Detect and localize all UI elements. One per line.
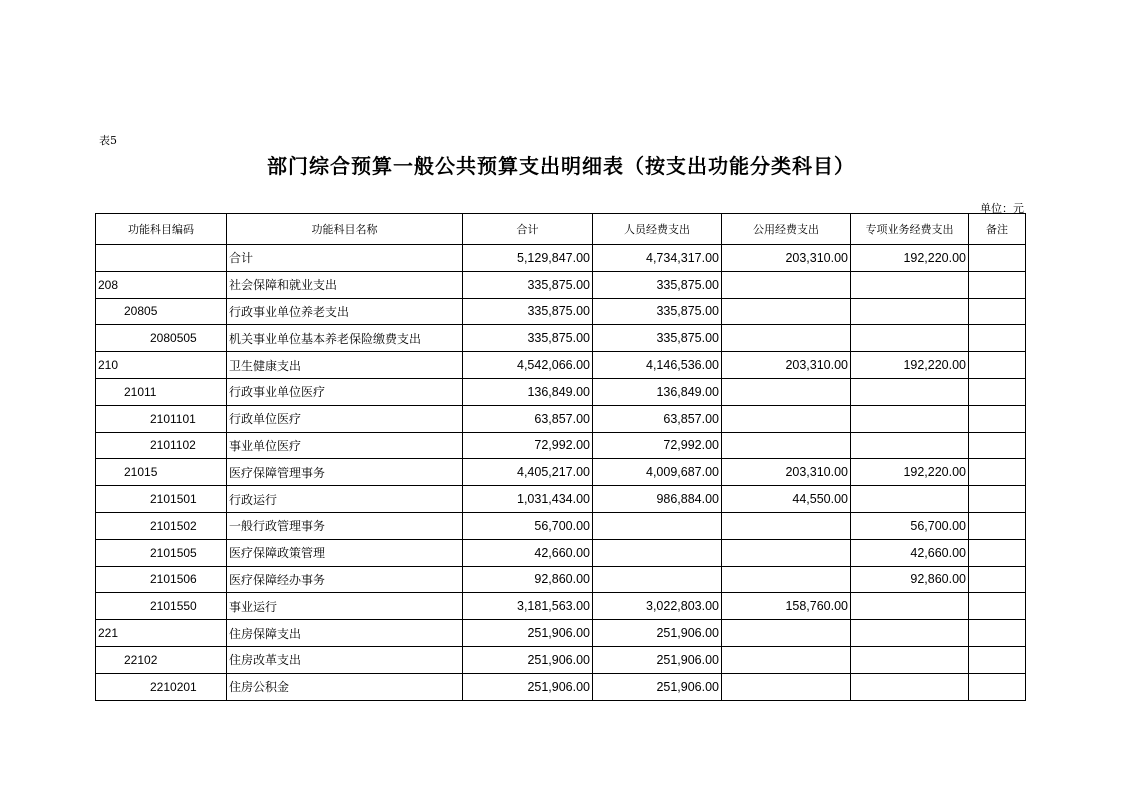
cell-public (722, 673, 851, 700)
cell-code: 2080505 (96, 325, 227, 352)
cell-name: 一般行政管理事务 (227, 512, 463, 539)
cell-note (969, 271, 1026, 298)
cell-special (851, 620, 969, 647)
cell-personnel: 335,875.00 (593, 271, 722, 298)
cell-personnel (593, 539, 722, 566)
cell-total: 72,992.00 (463, 432, 593, 459)
cell-name: 机关事业单位基本养老保险缴费支出 (227, 325, 463, 352)
cell-code: 2101505 (96, 539, 227, 566)
cell-total: 1,031,434.00 (463, 486, 593, 513)
cell-personnel: 251,906.00 (593, 620, 722, 647)
cell-code: 21011 (96, 378, 227, 405)
cell-name: 合计 (227, 245, 463, 272)
cell-total: 3,181,563.00 (463, 593, 593, 620)
cell-total: 4,405,217.00 (463, 459, 593, 486)
cell-personnel: 4,009,687.00 (593, 459, 722, 486)
cell-name: 卫生健康支出 (227, 352, 463, 379)
cell-special: 92,860.00 (851, 566, 969, 593)
cell-special: 56,700.00 (851, 512, 969, 539)
cell-name: 医疗保障经办事务 (227, 566, 463, 593)
cell-personnel: 335,875.00 (593, 325, 722, 352)
cell-name: 医疗保障政策管理 (227, 539, 463, 566)
header-public: 公用经费支出 (722, 214, 851, 245)
header-name: 功能科目名称 (227, 214, 463, 245)
cell-total: 335,875.00 (463, 325, 593, 352)
cell-code: 2101102 (96, 432, 227, 459)
cell-total: 335,875.00 (463, 298, 593, 325)
cell-special (851, 271, 969, 298)
table-row (96, 378, 1026, 405)
cell-code: 221 (96, 620, 227, 647)
cell-note (969, 566, 1026, 593)
cell-personnel: 136,849.00 (593, 378, 722, 405)
header-personnel: 人员经费支出 (593, 214, 722, 245)
cell-total: 42,660.00 (463, 539, 593, 566)
cell-code: 2101506 (96, 566, 227, 593)
table-row (96, 566, 1026, 593)
cell-code: 2101502 (96, 512, 227, 539)
cell-name: 事业单位医疗 (227, 432, 463, 459)
table-row (96, 352, 1026, 379)
cell-code: 21015 (96, 459, 227, 486)
cell-public: 203,310.00 (722, 245, 851, 272)
cell-code: 22102 (96, 646, 227, 673)
cell-name: 事业运行 (227, 593, 463, 620)
cell-total: 4,542,066.00 (463, 352, 593, 379)
cell-special: 192,220.00 (851, 459, 969, 486)
cell-public: 158,760.00 (722, 593, 851, 620)
expenditure-table (95, 213, 1026, 701)
cell-personnel: 4,734,317.00 (593, 245, 722, 272)
cell-total: 251,906.00 (463, 620, 593, 647)
header-special: 专项业务经费支出 (851, 214, 969, 245)
cell-note (969, 673, 1026, 700)
cell-code (96, 245, 227, 272)
cell-code: 208 (96, 271, 227, 298)
cell-code: 2101501 (96, 486, 227, 513)
cell-code: 2101101 (96, 405, 227, 432)
cell-special (851, 673, 969, 700)
cell-total: 92,860.00 (463, 566, 593, 593)
cell-special (851, 378, 969, 405)
table-row (96, 593, 1026, 620)
cell-total: 251,906.00 (463, 673, 593, 700)
table-row (96, 432, 1026, 459)
cell-name: 医疗保障管理事务 (227, 459, 463, 486)
table-row (96, 298, 1026, 325)
cell-public (722, 325, 851, 352)
cell-public: 203,310.00 (722, 459, 851, 486)
table-row (96, 673, 1026, 700)
cell-total: 63,857.00 (463, 405, 593, 432)
cell-special: 42,660.00 (851, 539, 969, 566)
cell-note (969, 245, 1026, 272)
cell-code: 2101550 (96, 593, 227, 620)
cell-special (851, 405, 969, 432)
cell-personnel: 251,906.00 (593, 673, 722, 700)
cell-public (722, 298, 851, 325)
cell-total: 136,849.00 (463, 378, 593, 405)
cell-note (969, 486, 1026, 513)
cell-personnel: 3,022,803.00 (593, 593, 722, 620)
cell-public (722, 646, 851, 673)
cell-name: 住房公积金 (227, 673, 463, 700)
cell-total: 56,700.00 (463, 512, 593, 539)
cell-name: 社会保障和就业支出 (227, 271, 463, 298)
table-row (96, 245, 1026, 272)
cell-name: 行政事业单位养老支出 (227, 298, 463, 325)
table-row (96, 459, 1026, 486)
table-row (96, 271, 1026, 298)
cell-note (969, 512, 1026, 539)
cell-note (969, 646, 1026, 673)
table-row (96, 512, 1026, 539)
cell-note (969, 459, 1026, 486)
cell-note (969, 593, 1026, 620)
cell-personnel: 4,146,536.00 (593, 352, 722, 379)
table-header-row (96, 214, 1026, 245)
table-row (96, 486, 1026, 513)
cell-name: 住房改革支出 (227, 646, 463, 673)
unit-label: 单位：元 (980, 202, 1024, 215)
cell-public (722, 432, 851, 459)
cell-name: 行政运行 (227, 486, 463, 513)
cell-public (722, 271, 851, 298)
cell-special (851, 298, 969, 325)
cell-name: 行政事业单位医疗 (227, 378, 463, 405)
page-title: 部门综合预算一般公共预算支出明细表（按支出功能分类科目） (267, 154, 855, 178)
cell-public (722, 512, 851, 539)
cell-public (722, 566, 851, 593)
cell-note (969, 620, 1026, 647)
cell-name: 住房保障支出 (227, 620, 463, 647)
cell-public (722, 620, 851, 647)
header-note: 备注 (969, 214, 1026, 245)
cell-special (851, 432, 969, 459)
cell-note (969, 325, 1026, 352)
table-row (96, 646, 1026, 673)
cell-total: 5,129,847.00 (463, 245, 593, 272)
cell-personnel (593, 512, 722, 539)
cell-personnel: 251,906.00 (593, 646, 722, 673)
table-row (96, 620, 1026, 647)
cell-code: 2210201 (96, 673, 227, 700)
cell-special (851, 325, 969, 352)
cell-note (969, 298, 1026, 325)
table-number-label: 表5 (99, 134, 117, 147)
cell-note (969, 539, 1026, 566)
cell-public (722, 378, 851, 405)
cell-public (722, 539, 851, 566)
cell-special (851, 593, 969, 620)
cell-total: 335,875.00 (463, 271, 593, 298)
table-row (96, 539, 1026, 566)
cell-personnel: 72,992.00 (593, 432, 722, 459)
cell-personnel: 63,857.00 (593, 405, 722, 432)
cell-public: 44,550.00 (722, 486, 851, 513)
cell-note (969, 432, 1026, 459)
table-row (96, 325, 1026, 352)
cell-personnel (593, 566, 722, 593)
cell-special (851, 486, 969, 513)
cell-special: 192,220.00 (851, 352, 969, 379)
cell-special: 192,220.00 (851, 245, 969, 272)
cell-personnel: 335,875.00 (593, 298, 722, 325)
cell-note (969, 405, 1026, 432)
cell-special (851, 646, 969, 673)
cell-public (722, 405, 851, 432)
table-body (96, 245, 1026, 701)
cell-personnel: 986,884.00 (593, 486, 722, 513)
header-code: 功能科目编码 (96, 214, 227, 245)
cell-code: 20805 (96, 298, 227, 325)
header-total: 合计 (463, 214, 593, 245)
cell-code: 210 (96, 352, 227, 379)
cell-note (969, 352, 1026, 379)
table-row (96, 405, 1026, 432)
cell-public: 203,310.00 (722, 352, 851, 379)
cell-note (969, 378, 1026, 405)
cell-total: 251,906.00 (463, 646, 593, 673)
cell-name: 行政单位医疗 (227, 405, 463, 432)
